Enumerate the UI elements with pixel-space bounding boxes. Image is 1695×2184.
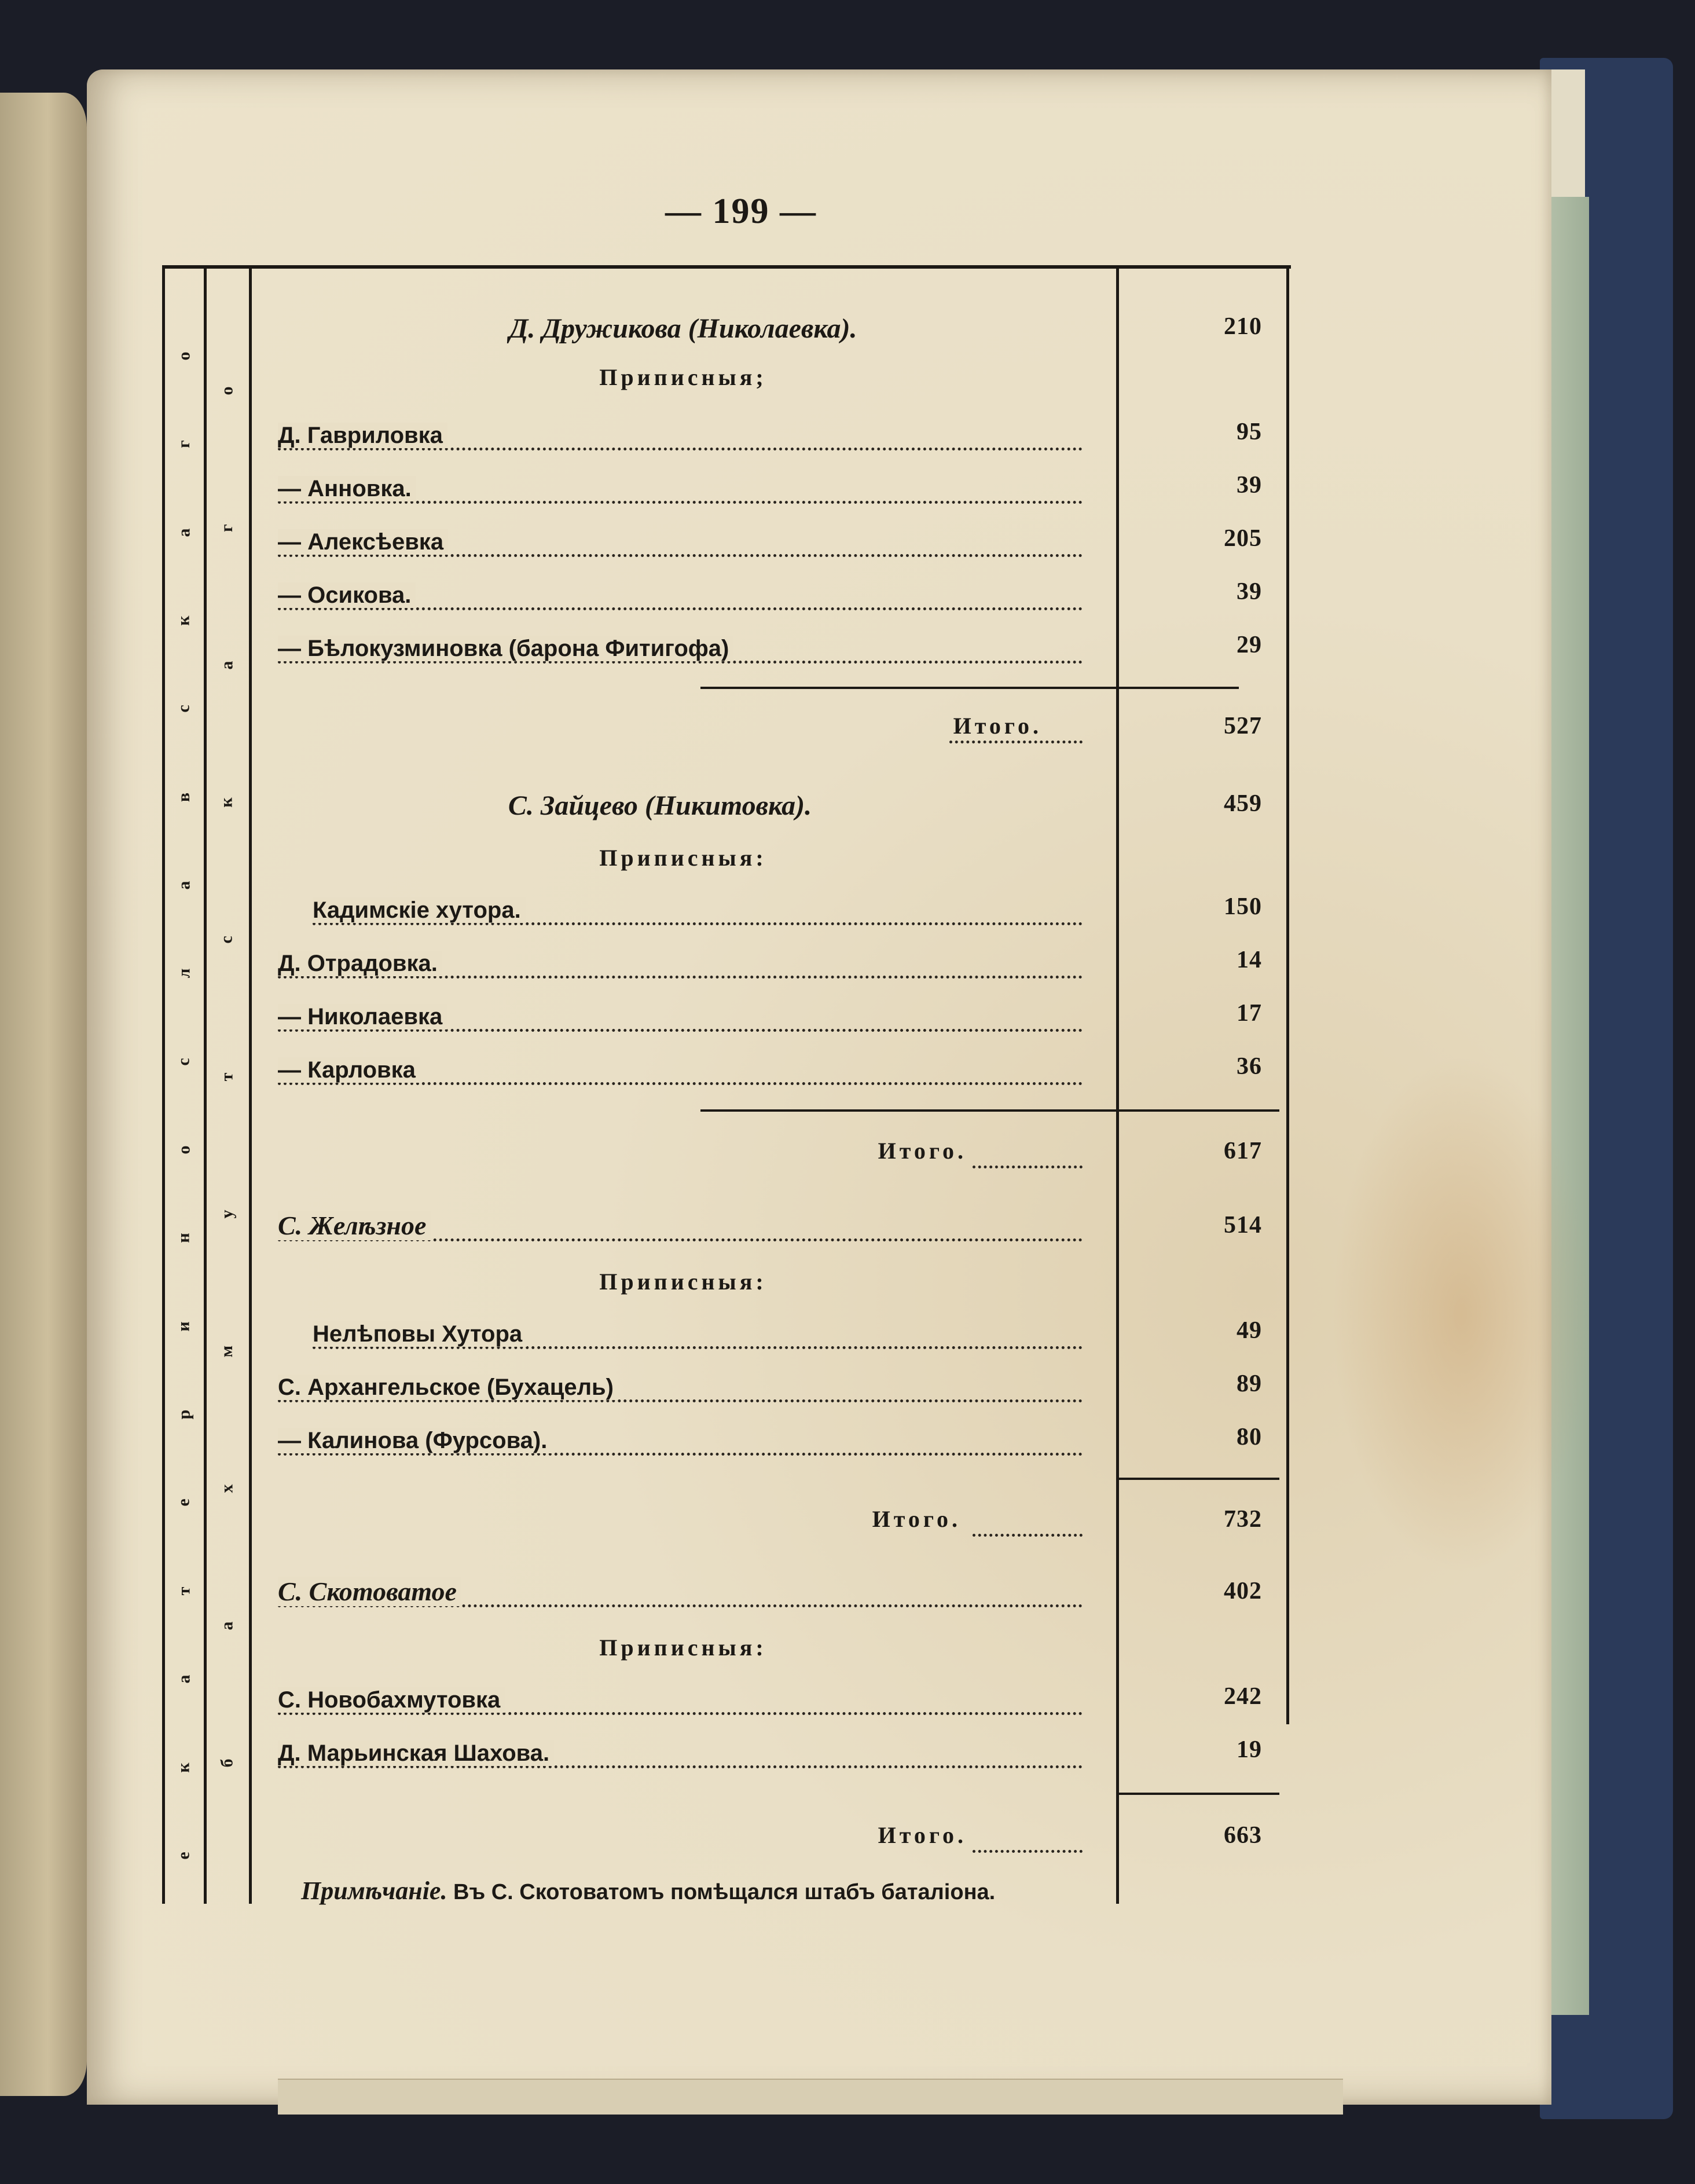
side-label-inner: [210, 382, 244, 1772]
total-value: 663: [1224, 1822, 1262, 1849]
section-heading-row: С. Скотоватое: [278, 1576, 1083, 1614]
list-item-value: 49: [1237, 1317, 1262, 1344]
side-label-letter: т: [217, 1072, 236, 1082]
total-value: 617: [1224, 1138, 1262, 1164]
side-label-letter: в: [174, 792, 193, 802]
list-item: — Бѣлокузминовка (барона Фитигофа): [278, 636, 1083, 670]
section-value: 402: [1224, 1578, 1262, 1604]
section-heading: Д. Дружикова (Николаевка).: [509, 313, 857, 344]
side-label-letter: о: [217, 386, 236, 395]
table-number-column-rule: [1116, 265, 1119, 1904]
side-label-letter: с: [174, 705, 193, 713]
table-left-rule: [162, 265, 165, 1904]
total-leader: [973, 1509, 1083, 1544]
side-label-letter: а: [217, 1621, 236, 1630]
list-item: С. Архангельское (Бухацель): [278, 1375, 1083, 1409]
list-item-value: 14: [1237, 947, 1262, 973]
list-item-value: 19: [1237, 1736, 1262, 1763]
list-item: — Осикова.: [278, 582, 1083, 617]
footnote-lead: Примѣчаніе.: [301, 1877, 447, 1905]
footnote: [301, 1876, 1111, 1905]
table-divider-2: [249, 265, 252, 1904]
side-label-letter: р: [174, 1409, 193, 1420]
list-item-value: 17: [1237, 1000, 1262, 1027]
list-item: — Николаевка: [278, 1004, 1083, 1039]
section-value: 210: [1224, 313, 1262, 340]
section-subheading: Приписныя:: [599, 1269, 767, 1295]
side-label-letter: а: [174, 1674, 193, 1684]
side-label-letter: к: [174, 1762, 193, 1773]
total-label: Итого.: [878, 1822, 967, 1848]
side-label-letter: а: [174, 528, 193, 537]
list-item: С. Новобахмутовка: [278, 1687, 1083, 1722]
side-label-letter: с: [217, 936, 236, 944]
total-leader: [973, 1141, 1083, 1175]
total-value: 732: [1224, 1506, 1262, 1533]
side-label-letter: и: [174, 1321, 193, 1332]
page-bottom-edges: [278, 2079, 1343, 2115]
side-label-letter: е: [174, 1498, 193, 1507]
list-item: Нелѣповы Хутора: [313, 1321, 1083, 1356]
list-item-value: 95: [1237, 419, 1262, 445]
list-item: — Анновка.: [278, 476, 1083, 511]
list-item: Д. Гавриловка: [278, 423, 1083, 457]
section-value: 459: [1224, 790, 1262, 817]
side-label-letter: х: [217, 1484, 236, 1493]
list-item-value: 205: [1224, 525, 1262, 552]
section-value: 514: [1224, 1212, 1262, 1238]
list-item: — Алексѣевка: [278, 529, 1083, 564]
section-heading-row: С. Желѣзное: [278, 1210, 1083, 1248]
list-item: — Карловка: [278, 1057, 1083, 1092]
side-label-letter: г: [174, 440, 193, 449]
total-value: 527: [1224, 713, 1262, 739]
side-label-letter: о: [174, 1145, 193, 1155]
total-rule: [1117, 1478, 1279, 1480]
footnote-text: Въ С. Скотоватомъ помѣщался штабъ баталіона.: [453, 1880, 996, 1904]
list-item-value: 36: [1237, 1053, 1262, 1080]
list-item-value: 39: [1237, 578, 1262, 605]
side-label-letter: у: [217, 1210, 236, 1219]
list-item: Д. Отрадовка.: [278, 951, 1083, 985]
list-item-value: 29: [1237, 632, 1262, 658]
list-item: Д. Марьинская Шахова.: [278, 1740, 1083, 1775]
table-right-rule: [1286, 265, 1289, 1724]
side-label-letter: е: [174, 1852, 193, 1860]
table-divider-1: [204, 265, 207, 1904]
section-heading: С. Зайцево (Никитовка).: [508, 790, 812, 821]
page-number: — 199 —: [665, 192, 817, 231]
side-label-letter: г: [217, 524, 236, 532]
list-item-value: 39: [1237, 472, 1262, 499]
side-label-letter: к: [174, 615, 193, 626]
total-leader: [973, 1825, 1083, 1860]
page-stain: [1331, 1054, 1592, 1575]
side-label-letter: а: [217, 661, 236, 670]
left-facing-page: [0, 93, 87, 2096]
side-label-outer: [167, 347, 201, 1864]
list-item-value: 80: [1237, 1424, 1262, 1450]
table-top-rule: [162, 265, 1291, 269]
total-label: Итого.: [878, 1138, 967, 1164]
side-label-letter: н: [174, 1233, 193, 1244]
side-label-letter: б: [217, 1758, 236, 1768]
total-rule: [700, 687, 1239, 689]
list-item-value: 242: [1224, 1683, 1262, 1710]
list-item: Кадимскіе хутора.: [313, 897, 1083, 932]
side-label-letter: а: [174, 881, 193, 890]
side-label-letter: т: [174, 1586, 193, 1596]
section-subheading: Приписныя:: [599, 845, 767, 871]
total-label: Итого.: [872, 1506, 961, 1532]
total-rule: [700, 1109, 1279, 1112]
list-item-value: 89: [1237, 1371, 1262, 1397]
total-leader: [949, 716, 1083, 750]
section-subheading: Приписныя;: [599, 364, 767, 390]
side-label-letter: м: [217, 1345, 236, 1358]
side-label-letter: к: [217, 797, 236, 808]
list-item: — Калинова (Фурсова).: [278, 1428, 1083, 1463]
section-subheading: Приписныя:: [599, 1635, 767, 1661]
side-label-letter: о: [174, 351, 193, 361]
side-label-letter: л: [174, 968, 193, 979]
side-label-letter: с: [174, 1058, 193, 1066]
total-label: Итого.: [953, 713, 1042, 739]
total-rule: [1117, 1793, 1279, 1795]
list-item-value: 150: [1224, 893, 1262, 920]
